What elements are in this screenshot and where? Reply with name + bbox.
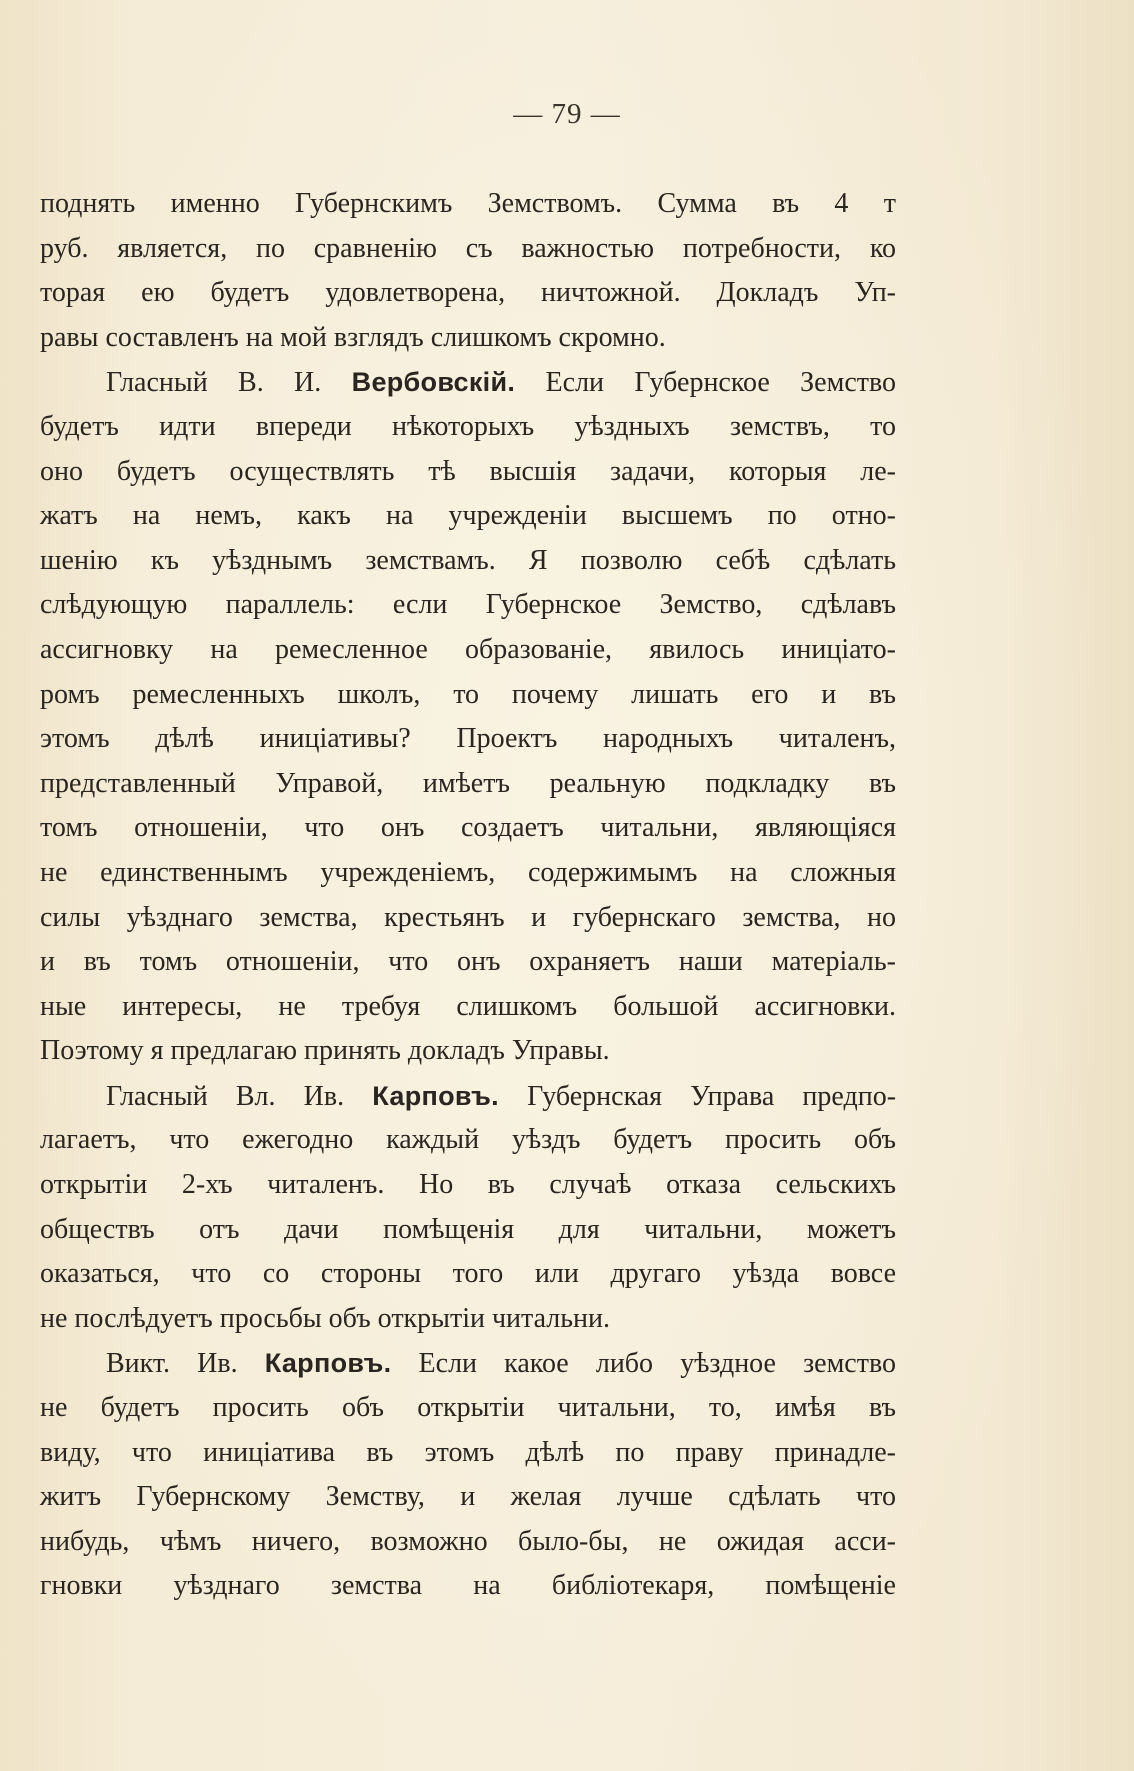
text-line: и въ томъ отношеніи, что онъ охраняетъ наши матеріаль- bbox=[40, 946, 896, 978]
text-line: поднять именно Губернскимъ Земствомъ. Сумма въ 4 т bbox=[40, 188, 896, 219]
speaker-lead: Гласный Вл. Ив. bbox=[106, 1080, 345, 1112]
text-line: равы составленъ на мой взглядъ слишкомъ скромно. bbox=[40, 321, 666, 353]
text-line: Поэтому я предлагаю принять докладъ Управы. bbox=[40, 1035, 610, 1067]
text-line: томъ отношеніи, что онъ создаетъ читальни, являющіяся bbox=[40, 812, 896, 844]
page-number: — 79 — bbox=[513, 98, 621, 130]
text-line: слѣдующую параллель: если Губернское Земство, сдѣлавъ bbox=[40, 589, 896, 621]
text-line: шенію къ уѣзднымъ земствамъ. Я позволю себѣ сдѣлать bbox=[40, 544, 896, 576]
paragraph-vikt-karpov bbox=[40, 1341, 896, 1609]
speaker-lead: Гласный В. И. bbox=[106, 367, 322, 399]
speaker-line bbox=[40, 360, 896, 405]
speaker-name: Вербовскій. bbox=[351, 367, 516, 398]
text-line: руб. является, по сравненію съ важностью потребности, ко bbox=[40, 232, 896, 264]
text-line: оно будетъ осуществлять тѣ высшія задачи, которыя ле- bbox=[40, 455, 896, 487]
text-line: будетъ идти впереди нѣкоторыхъ уѣздныхъ земствъ, то bbox=[40, 410, 896, 442]
text-line: ромъ ремесленныхъ школъ, то почему лишать его и въ bbox=[40, 678, 896, 710]
text-line: представленный Управой, имѣетъ реальную подкладку въ bbox=[40, 767, 896, 799]
text-line: не будетъ просить объ открытіи читальни, то, имѣя въ bbox=[40, 1392, 896, 1424]
speaker-lead-rest: Если Губернское Земство bbox=[545, 367, 897, 399]
text-line: оказаться, что со стороны того или другаго уѣзда вовсе bbox=[40, 1258, 896, 1290]
text-line: ные интересы, не требуя слишкомъ большой ассигновки. bbox=[40, 990, 896, 1022]
speaker-line bbox=[40, 1341, 896, 1386]
text-line: житъ Губернскому Земству, и желая лучше сдѣлать что bbox=[40, 1481, 896, 1513]
text-line: гновки уѣзднаго земства на библіотекаря, помѣщеніе bbox=[40, 1570, 896, 1602]
text-line: открытіи 2-хъ читаленъ. Но въ случаѣ отказа сельскихъ bbox=[40, 1169, 896, 1201]
text-line: виду, что иниціатива въ этомъ дѣлѣ по праву принадле- bbox=[40, 1436, 896, 1468]
paragraph-continuation bbox=[40, 182, 896, 360]
paragraph-verbovsky bbox=[40, 360, 896, 1074]
text-line: не послѣдуетъ просьбы объ открытіи читальни. bbox=[40, 1302, 610, 1334]
text-line: ассигновку на ремесленное образованіе, явилось иниціато- bbox=[40, 633, 896, 665]
speaker-lead-rest: Губернская Управа предпо- bbox=[527, 1080, 897, 1112]
speaker-name: Карповъ. bbox=[372, 1080, 499, 1111]
text-line: нибудь, чѣмъ ничего, возможно было-бы, не ожидая асси- bbox=[40, 1525, 896, 1557]
text-line: этомъ дѣлѣ иниціативы? Проектъ народныхъ читаленъ, bbox=[40, 723, 896, 755]
speaker-lead: Викт. Ив. bbox=[106, 1348, 238, 1380]
text-line: не единственнымъ учрежденіемъ, содержимымъ на сложныя bbox=[40, 856, 896, 888]
speaker-name: Карповъ. bbox=[264, 1348, 392, 1379]
text-line: жатъ на немъ, какъ на учрежденіи высшемъ по отно- bbox=[40, 500, 896, 532]
text-line: силы уѣзднаго земства, крестьянъ и губернскаго земства, но bbox=[40, 901, 896, 933]
speaker-lead-rest: Если какое либо уѣздное земство bbox=[418, 1348, 896, 1380]
text-line: лагаетъ, что ежегодно каждый уѣздъ будетъ просить объ bbox=[40, 1124, 896, 1156]
text-line: обществъ отъ дачи помѣщенія для читальни, можетъ bbox=[40, 1213, 896, 1245]
body-text bbox=[40, 182, 896, 1609]
speaker-line bbox=[40, 1074, 896, 1119]
paragraph-vl-karpov bbox=[40, 1074, 896, 1342]
text-line: торая ею будетъ удовлетворена, ничтожной. Докладъ Уп- bbox=[40, 277, 896, 309]
